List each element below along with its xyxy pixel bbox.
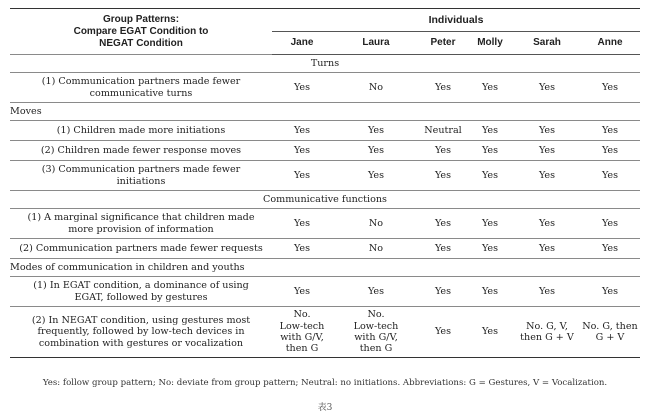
row-description (10, 277, 272, 307)
table-body (10, 55, 640, 358)
table-row (10, 73, 640, 103)
row-description-line: (1) Children made more initiations (56, 124, 226, 136)
cell-value: Yes (272, 161, 332, 191)
cell-value: Yes (580, 209, 640, 239)
table-container (10, 8, 640, 413)
column-header-laura: Laura (332, 32, 420, 55)
cell-value: No (332, 73, 420, 103)
column-header-jane: Jane (272, 32, 332, 55)
cell-value: Yes (420, 73, 466, 103)
cell-value: Yes (580, 239, 640, 259)
cell-value: Yes (466, 141, 514, 161)
row-description-line: (3) Communication partners made fewer (41, 164, 241, 176)
cell-value: Yes (514, 121, 580, 141)
row-description-line: combination with gestures or vocalization (38, 337, 244, 349)
cell-value-line: No. (367, 309, 385, 321)
table-footnote: Yes: follow group pattern; No: deviate from group pattern; Neutral: no initiations. Abbreviations: G = Gestures, V = Vocalization. (42, 378, 608, 388)
cell-value-line: Low-tech (353, 320, 399, 332)
table-row (10, 161, 640, 191)
cell-value: Yes (272, 239, 332, 259)
header-title-line-3: NEGAT Condition (99, 37, 183, 49)
row-description-line: initiations (116, 175, 166, 187)
cell-value: Yes (466, 277, 514, 307)
row-description-line: (2) Communication partners made fewer requests (19, 242, 263, 254)
table-row (10, 277, 640, 307)
cell-value (272, 307, 332, 358)
table-header-title (10, 9, 272, 55)
cell-value: No (332, 209, 420, 239)
cell-value: Yes (272, 73, 332, 103)
cell-value: Yes (580, 161, 640, 191)
column-header-molly: Molly (466, 32, 514, 55)
column-header-anne: Anne (580, 32, 640, 55)
cell-value: Yes (332, 121, 420, 141)
cell-value: Yes (580, 141, 640, 161)
table-row (10, 239, 640, 259)
cell-value: Neutral (420, 121, 466, 141)
row-description (10, 73, 272, 103)
table-row (10, 307, 640, 358)
row-description (10, 141, 272, 161)
cell-value-line: with G/V, (280, 332, 324, 343)
cell-value: Yes (466, 121, 514, 141)
row-description-line: (2) In NEGAT condition, using gestures most (31, 315, 251, 327)
row-description-line: (1) A marginal significance that children made (27, 212, 255, 224)
individuals-header: Individuals (272, 9, 640, 32)
cell-value (580, 307, 640, 358)
section-title: Turns (10, 55, 640, 73)
cell-value: Yes (272, 209, 332, 239)
row-description-line: frequently, followed by low-tech devices in (37, 326, 245, 338)
cell-value: Yes (514, 73, 580, 103)
cell-value-line: then G + V (520, 332, 574, 343)
cell-value: Yes (514, 141, 580, 161)
cell-value: Yes (580, 277, 640, 307)
cell-value: Yes (420, 239, 466, 259)
column-header-sarah: Sarah (514, 32, 580, 55)
cell-value: Yes (332, 141, 420, 161)
cell-value: Yes (466, 209, 514, 239)
cell-value: Yes (332, 161, 420, 191)
cell-value (332, 307, 420, 358)
row-description (10, 307, 272, 358)
column-header-peter: Peter (420, 32, 466, 55)
cell-value (420, 307, 466, 358)
section-title: Modes of communication in children and youths (10, 259, 640, 277)
cell-value-line: No. (293, 309, 311, 321)
cell-value: No (332, 239, 420, 259)
cell-value-line: No. G, then (582, 320, 638, 332)
cell-value: Yes (514, 277, 580, 307)
row-description-line: EGAT, followed by gestures (74, 291, 208, 303)
table-caption: 表3 (317, 403, 333, 413)
cell-value: Yes (420, 277, 466, 307)
cell-value-line: with G/V, (354, 332, 398, 343)
cell-value-line: then G (285, 343, 319, 355)
cell-value-line: then G (359, 343, 393, 355)
table-row (10, 141, 640, 161)
row-description (10, 209, 272, 239)
row-description (10, 239, 272, 259)
row-description-line: communicative turns (89, 87, 193, 99)
header-title-line-2: Compare EGAT Condition to (73, 25, 209, 37)
cell-value: Yes (466, 161, 514, 191)
cell-value: Yes (420, 141, 466, 161)
row-description (10, 121, 272, 141)
section-title: Communicative functions (10, 191, 640, 209)
cell-value: Yes (514, 209, 580, 239)
cell-value-line: G + V (595, 332, 625, 343)
group-patterns-table (10, 8, 640, 358)
row-description (10, 161, 272, 191)
row-description-line: (2) Children made fewer response moves (40, 144, 242, 156)
cell-value: Yes (466, 239, 514, 259)
row-description-line: (1) In EGAT condition, a dominance of using (33, 280, 249, 292)
cell-value (466, 307, 514, 358)
section-title: Moves (10, 103, 640, 121)
cell-value: Yes (272, 121, 332, 141)
cell-value (514, 307, 580, 358)
cell-value-line: No. G, V, (526, 320, 568, 332)
cell-value: Yes (514, 239, 580, 259)
cell-value: Yes (272, 141, 332, 161)
cell-value: Yes (580, 121, 640, 141)
cell-value: Yes (420, 209, 466, 239)
cell-value: Yes (332, 277, 420, 307)
cell-value-line: Low-tech (279, 320, 325, 332)
table-row (10, 121, 640, 141)
cell-value-line: Yes (481, 326, 499, 338)
cell-value-line: Yes (434, 326, 452, 338)
table-row (10, 209, 640, 239)
row-description-line: more provision of information (68, 223, 214, 235)
cell-value: Yes (580, 73, 640, 103)
header-title-line-1: Group Patterns: (102, 13, 180, 25)
cell-value: Yes (466, 73, 514, 103)
row-description-line: (1) Communication partners made fewer (41, 76, 241, 88)
cell-value: Yes (514, 161, 580, 191)
cell-value: Yes (420, 161, 466, 191)
cell-value: Yes (272, 277, 332, 307)
